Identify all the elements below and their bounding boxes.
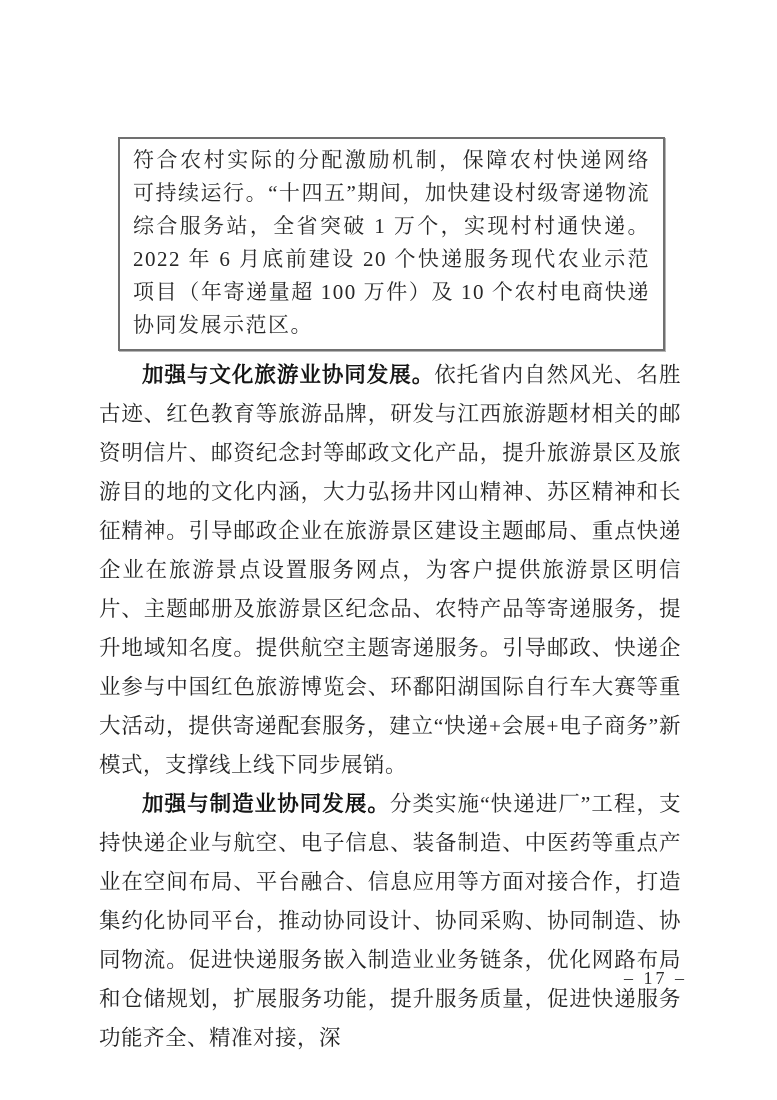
- paragraph-manufacturing-lead: 加强与制造业协同发展。: [142, 792, 390, 816]
- boxed-note-text: 符合农村实际的分配激励机制，保障农村快递网络可持续运行。“十四五”期间，加快建设村级寄递物流综合服务站，全省突破 1 万个，实现村村通快递。2022 年 6 月底前建设 20 个快递服务现代农业示范项目（年寄递量超 100 万件）及 10 个农村电商快递协同发展示范区。: [133, 148, 650, 337]
- paragraph-culture-tourism-lead: 加强与文化旅游业协同发展。: [142, 363, 435, 387]
- paragraph-culture-tourism-text: 依托省内自然风光、名胜古迹、红色教育等旅游品牌，研发与江西旅游题材相关的邮资明信片、邮资纪念封等邮政文化产品，提升旅游景区及旅游目的地的文化内涵，大力弘扬井冈山精神、苏区精神和长征精神。引导邮政企业在旅游景区建设主题邮局、重点快递企业在旅游景点设置服务网点，为客户提供旅游景区明信片、主题邮册及旅游景区纪念品、农特产品等寄递服务，提升地域知名度。提供航空主题寄递服务。引导邮政、快递企业参与中国红色旅游博览会、环鄱阳湖国际自行车大赛等重大活动，提供寄递配套服务，建立“快递+会展+电子商务”新模式，支撑线上线下同步展销。: [99, 363, 681, 777]
- page-number: – 17 –: [624, 968, 687, 988]
- document-body: [99, 356, 681, 1058]
- paragraph-culture-tourism: [99, 356, 681, 785]
- paragraph-manufacturing: [99, 785, 681, 1058]
- paragraph-manufacturing-text: 分类实施“快递进厂”工程，支持快递企业与航空、电子信息、装备制造、中医药等重点产业在空间布局、平台融合、信息应用等方面对接合作，打造集约化协同平台，推动协同设计、协同采购、协同制造、协同物流。促进快递服务嵌入制造业业务链条，优化网路布局和仓储规划，扩展服务功能，提升服务质量，促进快递服务功能齐全、精准对接，深: [99, 792, 681, 1050]
- boxed-note: [118, 137, 665, 351]
